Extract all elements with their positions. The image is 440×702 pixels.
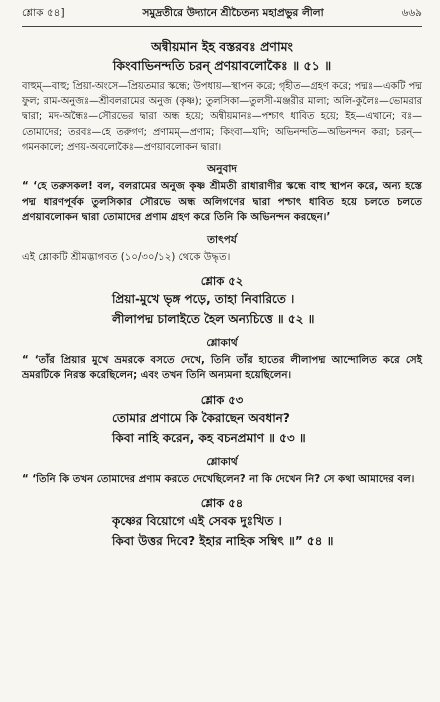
header-page-number: ৬৬৯ bbox=[401, 7, 422, 19]
sloka-53-label: শ্লোক ৫৩ bbox=[200, 392, 244, 407]
sloka-53-meaning-label: শ্লোকার্থ bbox=[206, 455, 238, 468]
sanskrit-verse-line-1: অন্বীয়মান ইহ বস্তরবঃ প্রণামং bbox=[151, 39, 293, 54]
purport-text: এই শ্লোকটি শ্রীমদ্ভাগবত (১০/৩০/১২) থেকে উদ্ধৃত। bbox=[22, 251, 231, 263]
header-chapter-title: সমুদ্রতীরে উদ্যানে শ্রীচৈতন্য মহাপ্রভুর লীলা bbox=[142, 7, 324, 19]
sloka-53-line-2: কিবা নাহি করেন, কহ বচনপ্রমাণ ॥ ৫৩ ॥ bbox=[112, 430, 306, 445]
sloka-52-label: শ্লোক ৫২ bbox=[200, 273, 244, 288]
sloka-52-line-2: লীলাপদ্ম চালাইতে হৈল অন্যচিত্তে ॥ ৫২ ॥ bbox=[112, 311, 315, 326]
header-verse-ref: শ্লোক ৫৪] bbox=[22, 7, 65, 19]
sloka-54-line-2: কিবা উত্তর দিবে? ইহার নাহিক সম্বিৎ ॥” ৫৪ ॥ bbox=[112, 534, 334, 549]
sloka-54-label: শ্লোক ৫৪ bbox=[200, 496, 244, 511]
sloka-54-line-1: কৃষ্ণের বিয়োগে এই সেবক দুঃখিত । bbox=[112, 514, 282, 529]
word-meanings: বাহুম্—বাহু; প্রিয়া-অংসে—প্রিয়তমার স্কন্ধে; উপধায়—স্থাপন করে; গৃহীত—গ্রহণ করে; পদ্মঃ—একটি পদ্ম ফুল; রাম-অনুজঃ—শ্রীবলরামের অনুজ (কৃষ্ণ); তুলসিকা—তুলসী-মঞ্জরীর মালা; অলি-কুলৈঃ—ভোমরার দ্বারা; মদ-অন্ধৈঃ—সৌরভের দ্বারা অন্ধ হয়ে; অন্বীয়মানঃ—পশ্চাৎ ধাবিত হয়ে; ইহ—এখানে; বঃ—তোমাদের; তরবঃ—হে তরুগণ; প্রণামম্—প্রণাম; কিংবা—যদি; অভিনন্দতি—অভিনন্দন করা; চরন্—গমনকালে; প্রণয়-অবলোকৈঃ—প্রণয়াবলোকন দ্বারা। bbox=[22, 81, 422, 153]
translation-label: অনুবাদ bbox=[207, 163, 237, 176]
sloka-53-meaning: “ ‘তিনি কি তখন তোমাদের প্রণাম করতে দেখেছিলেন? না কি দেখেন নি? সে কথা আমাদের বল। bbox=[22, 473, 415, 485]
sanskrit-verse-line-2: কিংবাভিনন্দতি চরন্ প্রণয়াবলোকৈঃ ॥ ৫১ ॥ bbox=[112, 58, 332, 73]
sloka-52-line-1: প্রিয়া-মুখে ভৃঙ্গ পড়ে, তাহা নিবারিতে । bbox=[112, 291, 295, 306]
purport-label: তাৎপর্য bbox=[207, 233, 237, 246]
sloka-52-meaning-label: শ্লোকার্থ bbox=[206, 336, 238, 349]
sloka-52-meaning: “ ‘তাঁর প্রিয়ার মুখে ভ্রমরকে বসতে দেখে, তিনি তাঁর হাতের লীলাপদ্ম আন্দোলিত করে সেই ভ্রমরটিকে নিরস্ত করেছিলেন; এবং তখন তিনি অন্যমনা হয়েছিলেন। bbox=[22, 354, 422, 382]
translation-text: “ ‘হে তরুসকল! বল, বলরামের অনুজ কৃষ্ণ শ্রীমতী রাধারাণীর স্কন্ধে বাহু স্থাপন করে, অন্য হস্তে পদ্ম ধারণপূর্বক তুলসিকার সৌরভে অন্ধ অলিগণের দ্বারা পশ্চাৎ ধাবিত হয়ে চলতে চলতে প্রণয়াবলোকন দ্বারা তোমাদের প্রণাম গ্রহণ করে তিনি কি অভিনন্দন করছেন।’ bbox=[22, 181, 422, 224]
sloka-53-line-1: তোমার প্রণামে কি কৈরাছেন অবধান? bbox=[112, 410, 290, 425]
page-header bbox=[22, 6, 422, 27]
